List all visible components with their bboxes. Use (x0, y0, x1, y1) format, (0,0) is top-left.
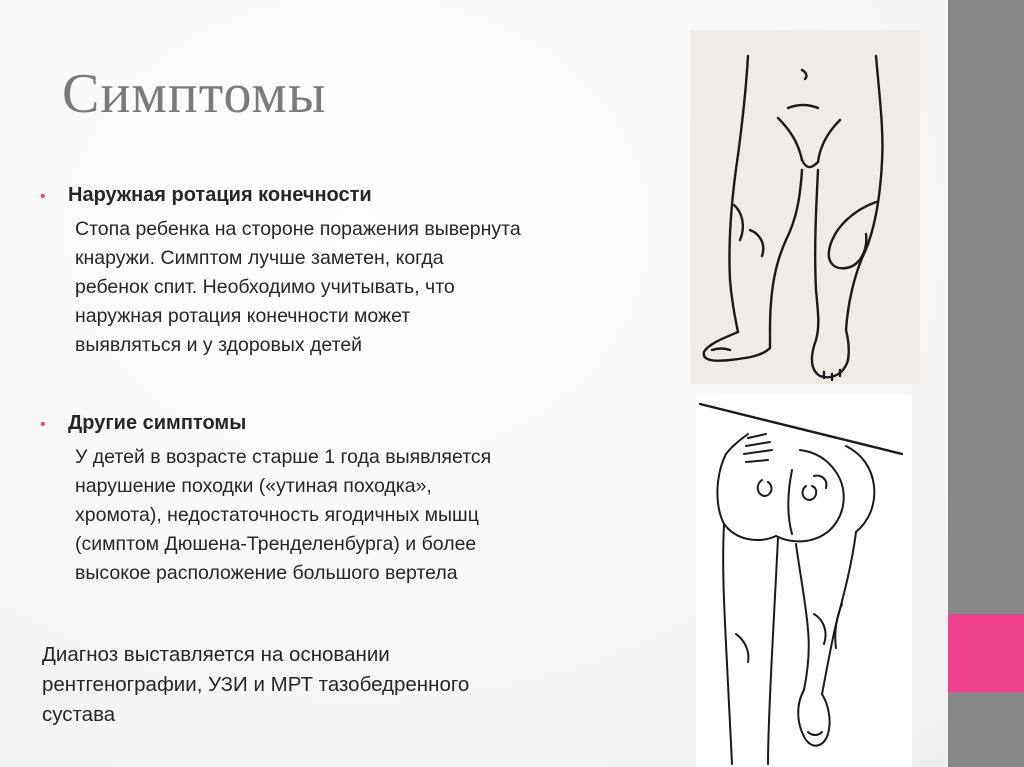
bullet-heading: Наружная ротация конечности (68, 184, 372, 206)
bullet-other-symptoms (40, 412, 491, 588)
bullet-external-rotation (40, 184, 521, 360)
bullet-text: У детей в возрасте старше 1 года выявляется нарушение походки («утиная походка», хромота), недостаточность ягодичных мышц (симптом Дюшена-Тренделенбурга) и более высокое расположение большого вертела (75, 446, 492, 584)
bullet-text: Стопа ребенка на стороне поражения вывернута кнаружи. Симптом лучше заметен, когда ребенок спит. Необходимо учитывать, что наружная ротация конечности может выявляться и у здоровых детей (75, 218, 521, 356)
slide-title: Симптомы (62, 63, 327, 125)
child-trendelenburg-gait-illustration (696, 394, 912, 767)
bullet-dot-icon: • (40, 188, 46, 205)
sidebar-accent (948, 614, 1024, 692)
infant-legs-external-rotation-illustration (690, 30, 920, 384)
bullet-dot-icon: • (40, 416, 46, 433)
diagnosis-text: Диагноз выставляется на основании рентгенографии, УЗИ и МРТ тазобедренного сустава (42, 643, 470, 726)
bullet-heading: Другие симптомы (68, 412, 247, 434)
